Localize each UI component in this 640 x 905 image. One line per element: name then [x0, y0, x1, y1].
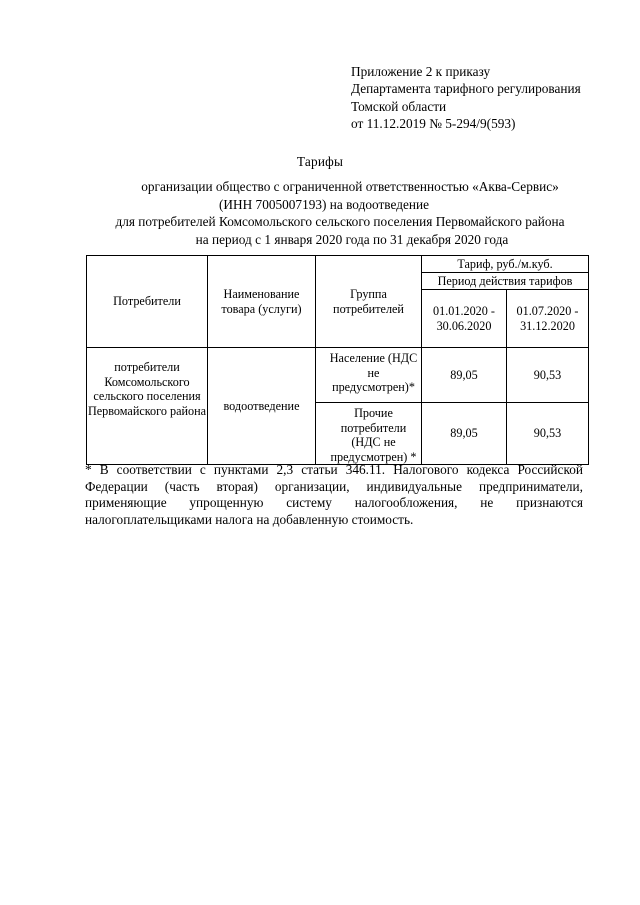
- subtitle-line-3: для потребителей Комсомольского сельского поселения Первомайского района: [115, 214, 565, 229]
- cell-group: Население (НДС не предусмотрен)*: [316, 348, 422, 403]
- subtitle-line-2: (ИНН 7005007193) на водоотведение: [218, 196, 430, 212]
- footnote-line-2: Федерации (часть вторая) организации, индивидуальные предприниматели,: [85, 478, 583, 494]
- tariff-table: [86, 255, 589, 465]
- appendix-line-3: Томской области: [351, 98, 447, 114]
- cell-tariff-period-1: 89,05: [422, 403, 507, 465]
- footnote-line-4: налогоплательщиками налога на добавленную стоимость.: [85, 511, 414, 527]
- header-period-1: 01.01.2020 - 30.06.2020: [422, 290, 507, 348]
- header-group: Группа потребителей: [316, 256, 422, 348]
- footnote-line-3: применяющие упрощенную систему налогообложения, не признаются: [85, 495, 583, 510]
- document-title: Тарифы: [296, 154, 344, 169]
- header-period-2: 01.07.2020 - 31.12.2020: [507, 290, 589, 348]
- table-header-row: [87, 256, 589, 273]
- subtitle-line-1: организации общество с ограниченной ответственностью «Аква-Сервис»: [141, 179, 559, 194]
- appendix-line-2: Департамента тарифного регулирования: [351, 81, 581, 97]
- appendix-line-4: от 11.12.2019 № 5-294/9(593): [351, 115, 516, 131]
- cell-service: водоотведение: [208, 348, 316, 465]
- table-row: [87, 348, 589, 403]
- cell-group: Прочие потребители (НДС не предусмотрен) *: [316, 403, 422, 465]
- cell-consumers: потребители Комсомольского сельского поселения Первомайского района: [87, 348, 208, 465]
- header-period: Период действия тарифов: [422, 273, 589, 290]
- footnote: [85, 462, 583, 528]
- cell-tariff-period-2: 90,53: [507, 348, 589, 403]
- document-subtitle: [0, 178, 640, 248]
- appendix-reference: [351, 63, 581, 132]
- header-service: Наименование товара (услуги): [208, 256, 316, 348]
- subtitle-line-4: на период с 1 января 2020 года по 31 декабря 2020 года: [195, 231, 509, 247]
- header-consumers: Потребители: [87, 256, 208, 348]
- header-tariff: Тариф, руб./м.куб.: [422, 256, 589, 273]
- cell-tariff-period-2: 90,53: [507, 403, 589, 465]
- cell-tariff-period-1: 89,05: [422, 348, 507, 403]
- footnote-line-1: * В соответствии с пунктами 2,3 статьи 346.11. Налогового кодекса Российской: [85, 462, 583, 477]
- appendix-line-1: Приложение 2 к приказу: [351, 64, 491, 79]
